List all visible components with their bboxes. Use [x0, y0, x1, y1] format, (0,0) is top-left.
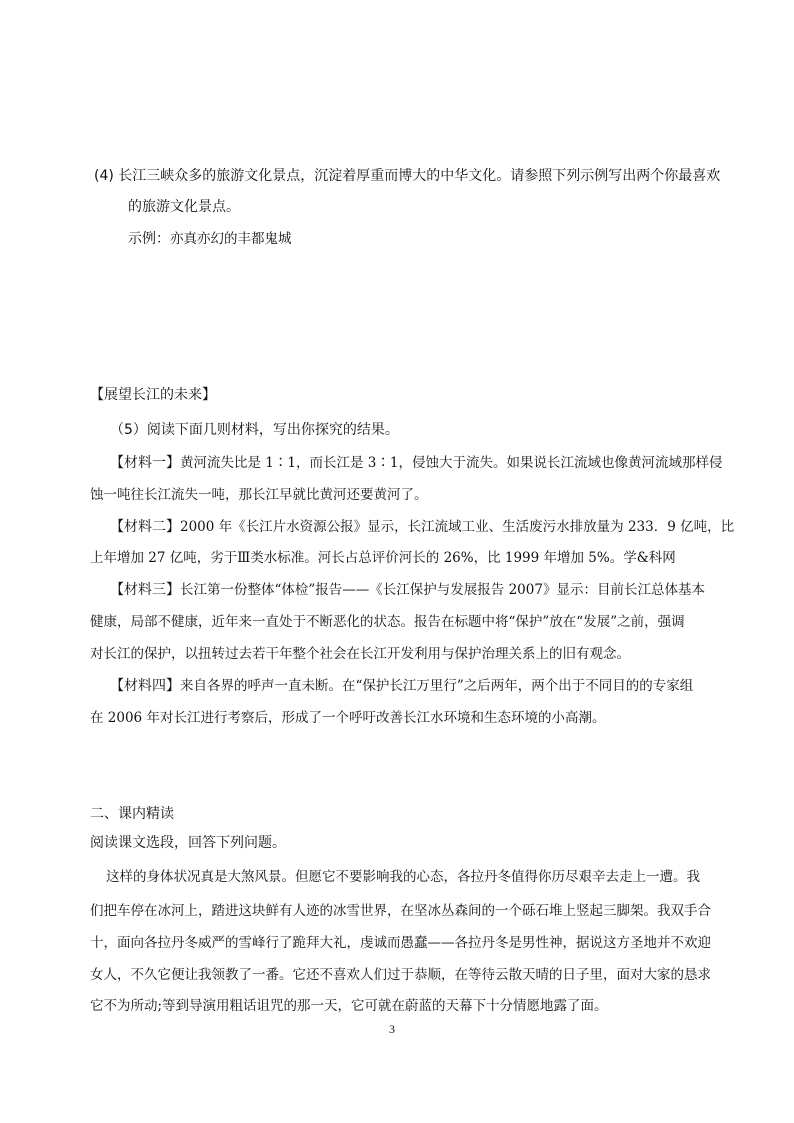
- material-4-label: 【材料四】: [110, 678, 180, 694]
- material-3-text-1: 长江第一份整体“体检”报告——《长江保护与发展报告 2007》显示：目前长江总体基本: [180, 582, 705, 598]
- material-1-label: 【材料一】: [110, 455, 180, 471]
- example-text: 亦真亦幻的丰都鬼城: [170, 231, 292, 247]
- material-4-line-1: [110, 676, 693, 696]
- material-2-label: 【材料二】: [110, 519, 180, 535]
- page-number: 3: [389, 1022, 395, 1036]
- passage-line-2: 们把车停在冰河上，踏进这块鲜有人迹的冰雪世界，在坚冰丛森间的一个砾石堆上竖起三脚架。我双手合: [90, 903, 711, 919]
- question-4-line-1: (4) 长江三峡众多的旅游文化景点，沉淀着厚重而博大的中华文化。请参照下列示例写出两个你最喜欢: [94, 168, 721, 184]
- example-line: [128, 229, 292, 249]
- material-3-line-3: 对长江的保护，以扭转过去若干年整个社会在长江开发利用与保护治理关系上的旧有观念。: [90, 646, 630, 662]
- passage-line-1: 这样的身体状况真是大煞风景。但愿它不要影响我的心态，各拉丹冬值得你历尽艰辛去走上一遭。我: [106, 869, 700, 885]
- material-3-label: 【材料三】: [110, 582, 180, 598]
- material-3-line-1: [110, 580, 705, 600]
- section-heading: 【展望长江的未来】: [90, 387, 216, 403]
- material-2-line-1: [110, 517, 734, 537]
- passage-line-3: 十，面向各拉丹冬威严的雪峰行了跪拜大礼，虔诚而愚蠢——各拉丹冬是男性神，据说这方圣地并不欢迎: [90, 935, 711, 951]
- passage-line-5: 它不为所动;等到导演用粗话诅咒的那一天，它可就在蔚蓝的天幕下十分情愿地露了面。: [90, 998, 608, 1014]
- material-4-line-2: 在 2006 年对长江进行考察后，形成了一个呼吁改善长江水环境和生态环境的小高潮。: [90, 710, 606, 726]
- question-4-line-2: 的旅游文化景点。: [128, 199, 240, 215]
- material-1-line-2: 蚀一吨往长江流失一吨，那长江早就比黄河还要黄河了。: [90, 487, 428, 503]
- question-5: （5）阅读下面几则材料，写出你探究的结果。: [110, 422, 399, 438]
- section-2-heading: 二、课内精读: [90, 806, 174, 822]
- passage-line-4: 女人，不久它便让我领教了一番。它还不喜欢人们过于恭顺，在等待云散天晴的日子里，面对大家的恳求: [90, 967, 711, 983]
- material-4-text-1: 来自各界的呼声一直未断。在“保护长江万里行”之后两年，两个出于不同目的的专家组: [180, 678, 694, 694]
- material-1-text-1: 黄河流失比是 1∶1，而长江是 3∶1，侵蚀大于流失。如果说长江流域也像黄河流域那样侵: [180, 455, 723, 471]
- section-2-instruction: 阅读课文选段，回答下列问题。: [90, 835, 286, 851]
- material-3-line-2: 健康，局部不健康，近年来一直处于不断恶化的状态。报告在标题中将“保护”放在“发展”之前，强调: [90, 614, 685, 630]
- material-2-text-1: 2000 年《长江片水资源公报》显示，长江流域工业、生活废污水排放量为 233．9 亿吨，比: [180, 519, 735, 535]
- material-1-line-1: [110, 453, 722, 473]
- material-2-line-2: 上年增加 27 亿吨，劣于Ⅲ类水标准。河长占总评价河长的 26%，比 1999 年增加 5%。学&科网: [90, 550, 676, 566]
- example-label: 示例：: [128, 231, 170, 247]
